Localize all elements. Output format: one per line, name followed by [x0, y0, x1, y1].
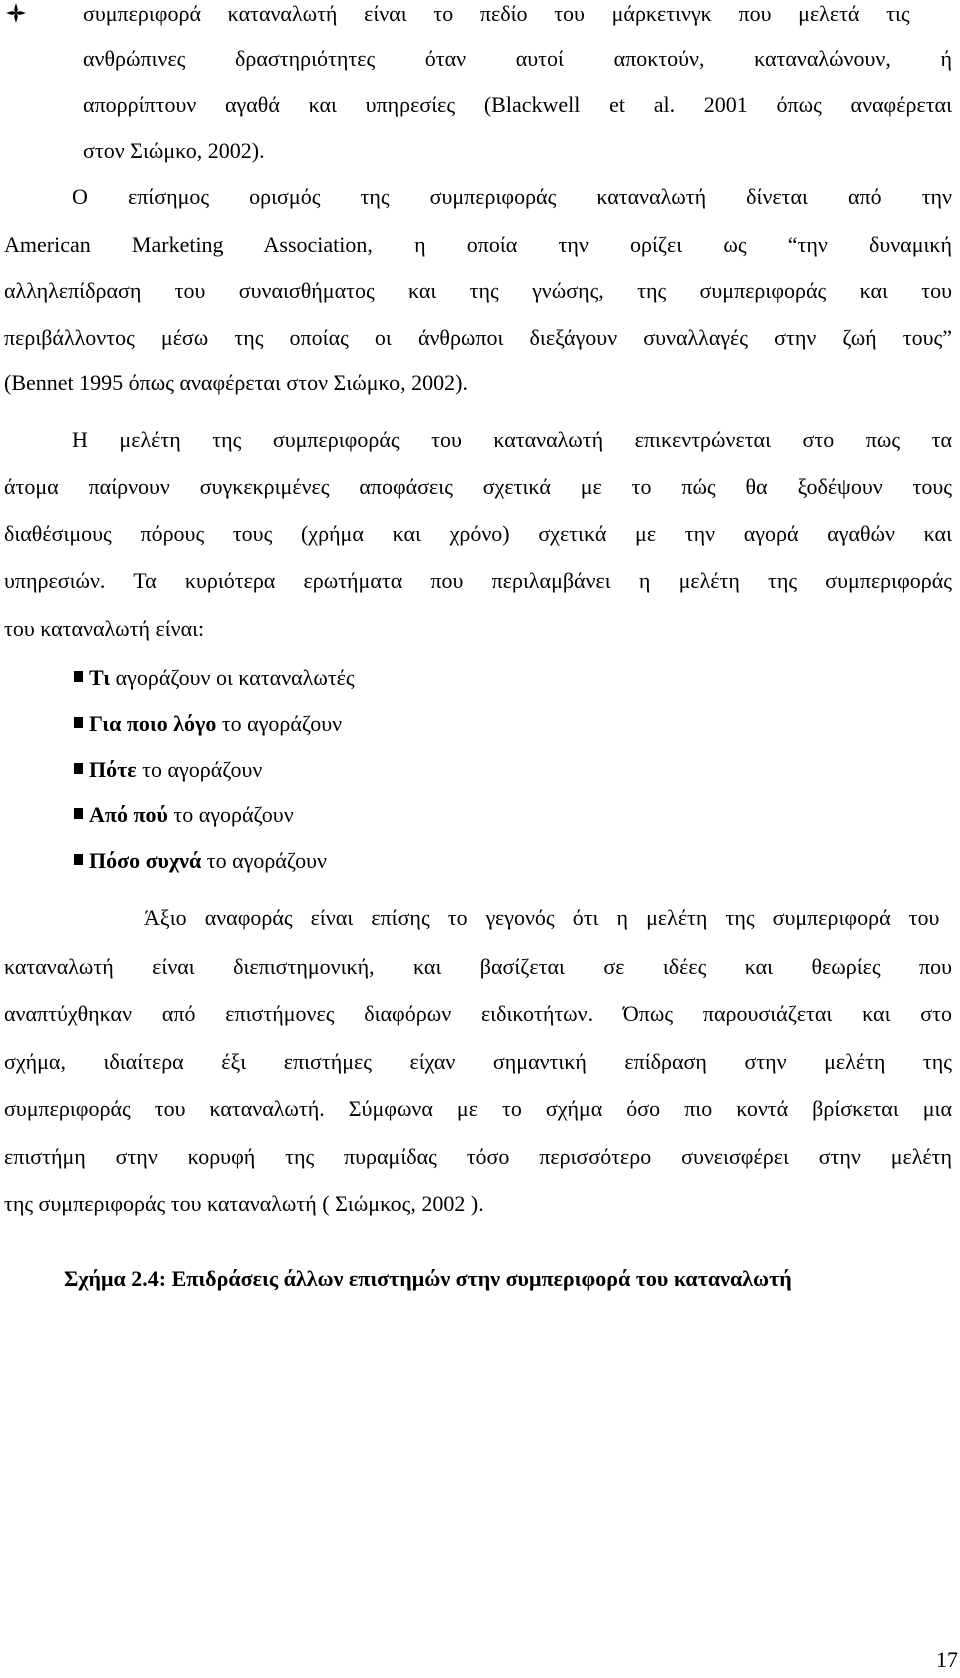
- diamond-bullet-icon: [5, 2, 27, 24]
- text-line: Ο επίσημος ορισμός της συμπεριφοράς καταναλωτή δίνεται από την: [72, 184, 952, 209]
- question-text: αγοράζουν οι καταναλωτές: [110, 665, 355, 690]
- square-bullet-icon: [74, 763, 83, 774]
- text-line: επιστήμη στην κορυφή της πυραμίδας τόσο περισσότερο συνεισφέρει στην μελέτη: [4, 1144, 952, 1169]
- question-keyword: Για ποιο λόγο: [89, 711, 217, 736]
- square-bullet-icon: [74, 854, 83, 865]
- question-text: το αγοράζουν: [201, 848, 327, 873]
- question-text: το αγοράζουν: [216, 711, 343, 736]
- page-number: 17: [936, 1647, 958, 1672]
- question-keyword: Πότε: [89, 757, 137, 782]
- square-bullet-icon: [74, 671, 83, 682]
- text-line: Άξιο αναφοράς είναι επίσης το γεγονός ότι η μελέτη της συμπεριφορά του: [144, 905, 940, 930]
- square-bullet-icon: [74, 808, 83, 819]
- text-line: άτομα παίρνουν συγκεκριμένες αποφάσεις σχετικά με το πώς θα ξοδέψουν τους: [4, 474, 952, 499]
- question-keyword: Τι: [89, 665, 111, 690]
- text-line: αλληλεπίδραση του συναισθήματος και της γνώσης, της συμπεριφοράς και του: [4, 278, 952, 303]
- text-line: περιβάλλοντος μέσω της οποίας οι άνθρωποι διεξάγουν συναλλαγές στην ζωή τους”: [4, 325, 952, 350]
- text-line: διαθέσιμους πόρους τους (χρήμα και χρόνο) σχετικά με την αγορά αγαθών και: [4, 521, 952, 546]
- text-line: ανθρώπινες δραστηριότητες όταν αυτοί αποκτούν, καταναλώνουν, ή: [83, 46, 952, 71]
- question-keyword: Πόσο συχνά: [89, 848, 202, 873]
- question-keyword: Από πού: [89, 802, 168, 827]
- text-line: American Marketing Association, η οποία την ορίζει ως “την δυναμική: [4, 232, 952, 257]
- text-line: συμπεριφορά καταναλωτή είναι το πεδίο του μάρκετινγκ που μελετά τις: [83, 1, 910, 26]
- square-bullet-icon: [74, 717, 83, 728]
- question-text: το αγοράζουν: [167, 802, 294, 827]
- text-line: συμπεριφοράς του καταναλωτή. Σύμφωνα με το σχήμα όσο πιο κοντά βρίσκεται μια: [4, 1096, 952, 1121]
- text-line: αναπτύχθηκαν από επιστήμονες διαφόρων ειδικοτήτων. Όπως παρουσιάζεται και στο: [4, 1001, 952, 1026]
- text-line: υπηρεσιών. Τα κυριότερα ερωτήματα που περιλαμβάνει η μελέτη της συμπεριφοράς: [4, 568, 952, 593]
- text-line: στον Σιώμκο, 2002).: [83, 138, 265, 163]
- text-line: του καταναλωτή είναι:: [4, 616, 205, 641]
- text-line: απορρίπτουν αγαθά και υπηρεσίες (Blackwell et al. 2001 όπως αναφέρεται: [83, 92, 952, 117]
- text-line: της συμπεριφοράς του καταναλωτή ( Σιώμκος, 2002 ).: [4, 1191, 484, 1216]
- text-line: (Bennet 1995 όπως αναφέρεται στον Σιώμκο, 2002).: [4, 370, 468, 395]
- figure-caption: Σχήμα 2.4: Επιδράσεις άλλων επιστημών στην συμπεριφορά του καταναλωτή: [64, 1266, 792, 1291]
- question-text: το αγοράζουν: [136, 757, 263, 782]
- text-line: Η μελέτη της συμπεριφοράς του καταναλωτή επικεντρώνεται στο πως τα: [72, 427, 952, 452]
- text-line: καταναλωτή είναι διεπιστημονική, και βασίζεται σε ιδέες και θεωρίες που: [4, 954, 952, 979]
- text-line: σχήμα, ιδιαίτερα έξι επιστήμες είχαν σημαντική επίδραση στην μελέτη της: [4, 1049, 952, 1074]
